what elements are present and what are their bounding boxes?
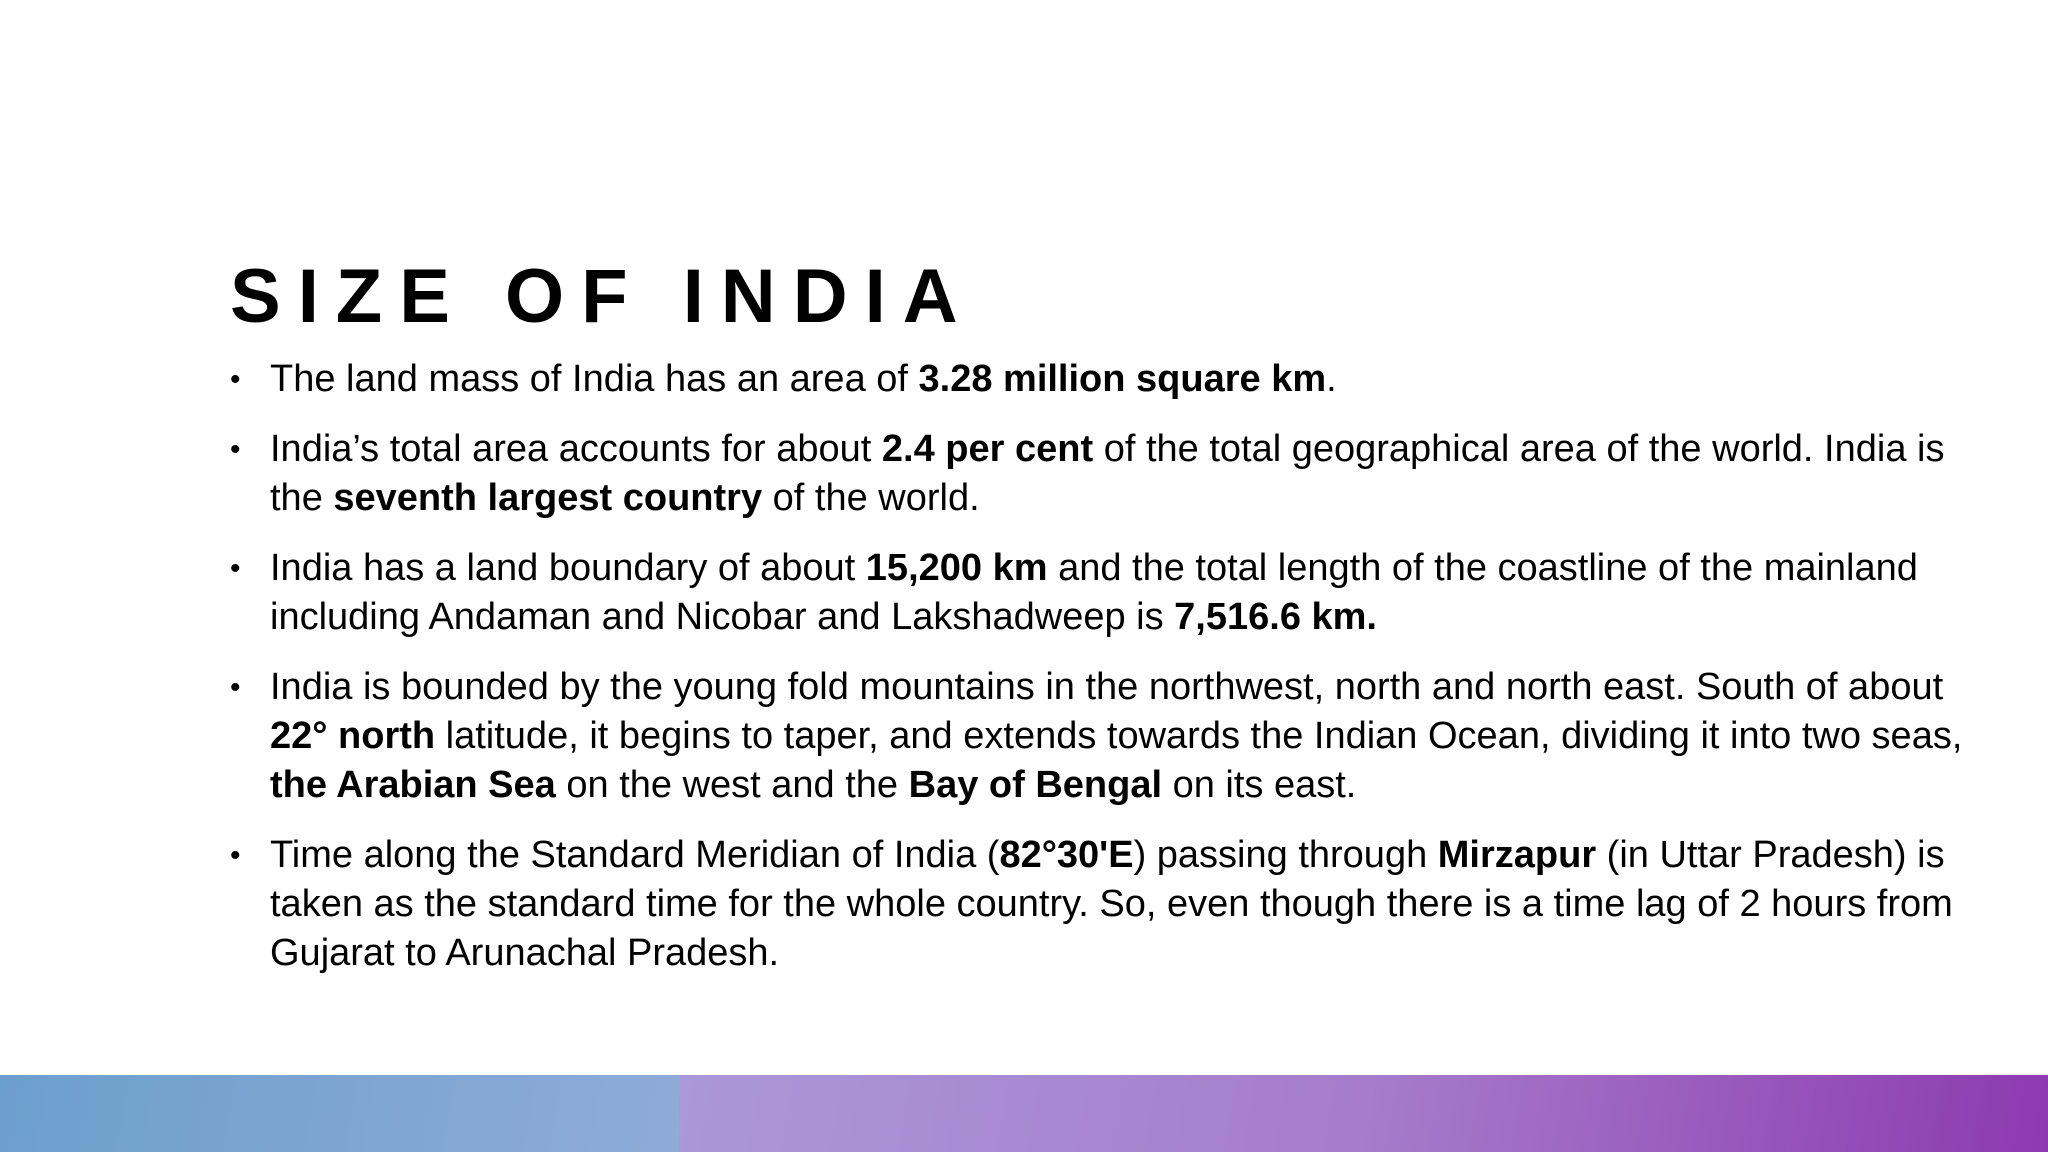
text-segment: India is bounded by the young fold mountains in the northwest, north and north east. South of about: [270, 666, 1944, 708]
bullet-icon: •: [230, 671, 241, 704]
footer-band-left: [0, 1075, 679, 1152]
bullet-icon: •: [230, 552, 241, 585]
text-segment: The land mass of India has an area of: [270, 358, 919, 400]
text-segment: latitude, it begins to taper, and extends towards the Indian Ocean, dividing it into two seas,: [435, 715, 1963, 757]
bullet-text: [270, 547, 1918, 638]
text-segment: on its east.: [1162, 764, 1357, 806]
text-segment: and the total length of the coastline of the mainland including Andaman and Nicobar and Lakshadweep is: [270, 547, 1918, 638]
bullet-item: [230, 544, 1970, 642]
bold-segment: 2.4 per cent: [881, 428, 1094, 470]
bullet-text: [270, 358, 1337, 400]
slide-title: SIZE OF INDIA: [230, 254, 975, 339]
bullet-text: [270, 428, 1944, 519]
bullet-item: [230, 425, 1970, 523]
bullet-text: [270, 666, 1962, 806]
bold-segment: 3.28 million square km: [918, 358, 1327, 400]
bold-segment: the Arabian Sea: [270, 764, 556, 806]
text-segment: of the total geographical area of the world. India is the: [270, 428, 1945, 519]
bold-segment: 7,516.6 km.: [1174, 596, 1377, 638]
bullet-icon: •: [230, 839, 241, 872]
bullet-icon: •: [230, 363, 241, 396]
decorative-footer-band: [0, 1075, 2048, 1152]
bullet-item: [230, 355, 1970, 404]
bullet-item: [230, 663, 1970, 810]
text-segment: India’s total area accounts for about: [270, 428, 882, 470]
bold-segment: Mirzapur: [1437, 834, 1597, 876]
bold-segment: 22° north: [270, 715, 436, 757]
bullet-item: [230, 831, 1970, 978]
text-segment: of the world.: [762, 477, 980, 519]
bold-segment: seventh largest country: [333, 477, 763, 519]
bullet-text: [270, 834, 1953, 974]
bold-segment: 82°30'E: [999, 834, 1134, 876]
text-segment: India has a land boundary of about: [270, 547, 866, 589]
text-segment: .: [1326, 358, 1337, 400]
bullet-icon: •: [230, 433, 241, 466]
footer-band-right: [679, 1075, 2048, 1152]
bold-segment: Bay of Bengal: [908, 764, 1163, 806]
text-segment: Time along the Standard Meridian of India (: [270, 834, 1000, 876]
bullet-list: [230, 355, 1970, 999]
text-segment: on the west and the: [555, 764, 909, 806]
text-segment: ) passing through: [1133, 834, 1438, 876]
bold-segment: 15,200 km: [865, 547, 1048, 589]
text-segment: (in Uttar Pradesh) is taken as the standard time for the whole country. So, even though there is a time lag of 2 hours from Gujarat to Arunachal Pradesh.: [270, 834, 1953, 974]
